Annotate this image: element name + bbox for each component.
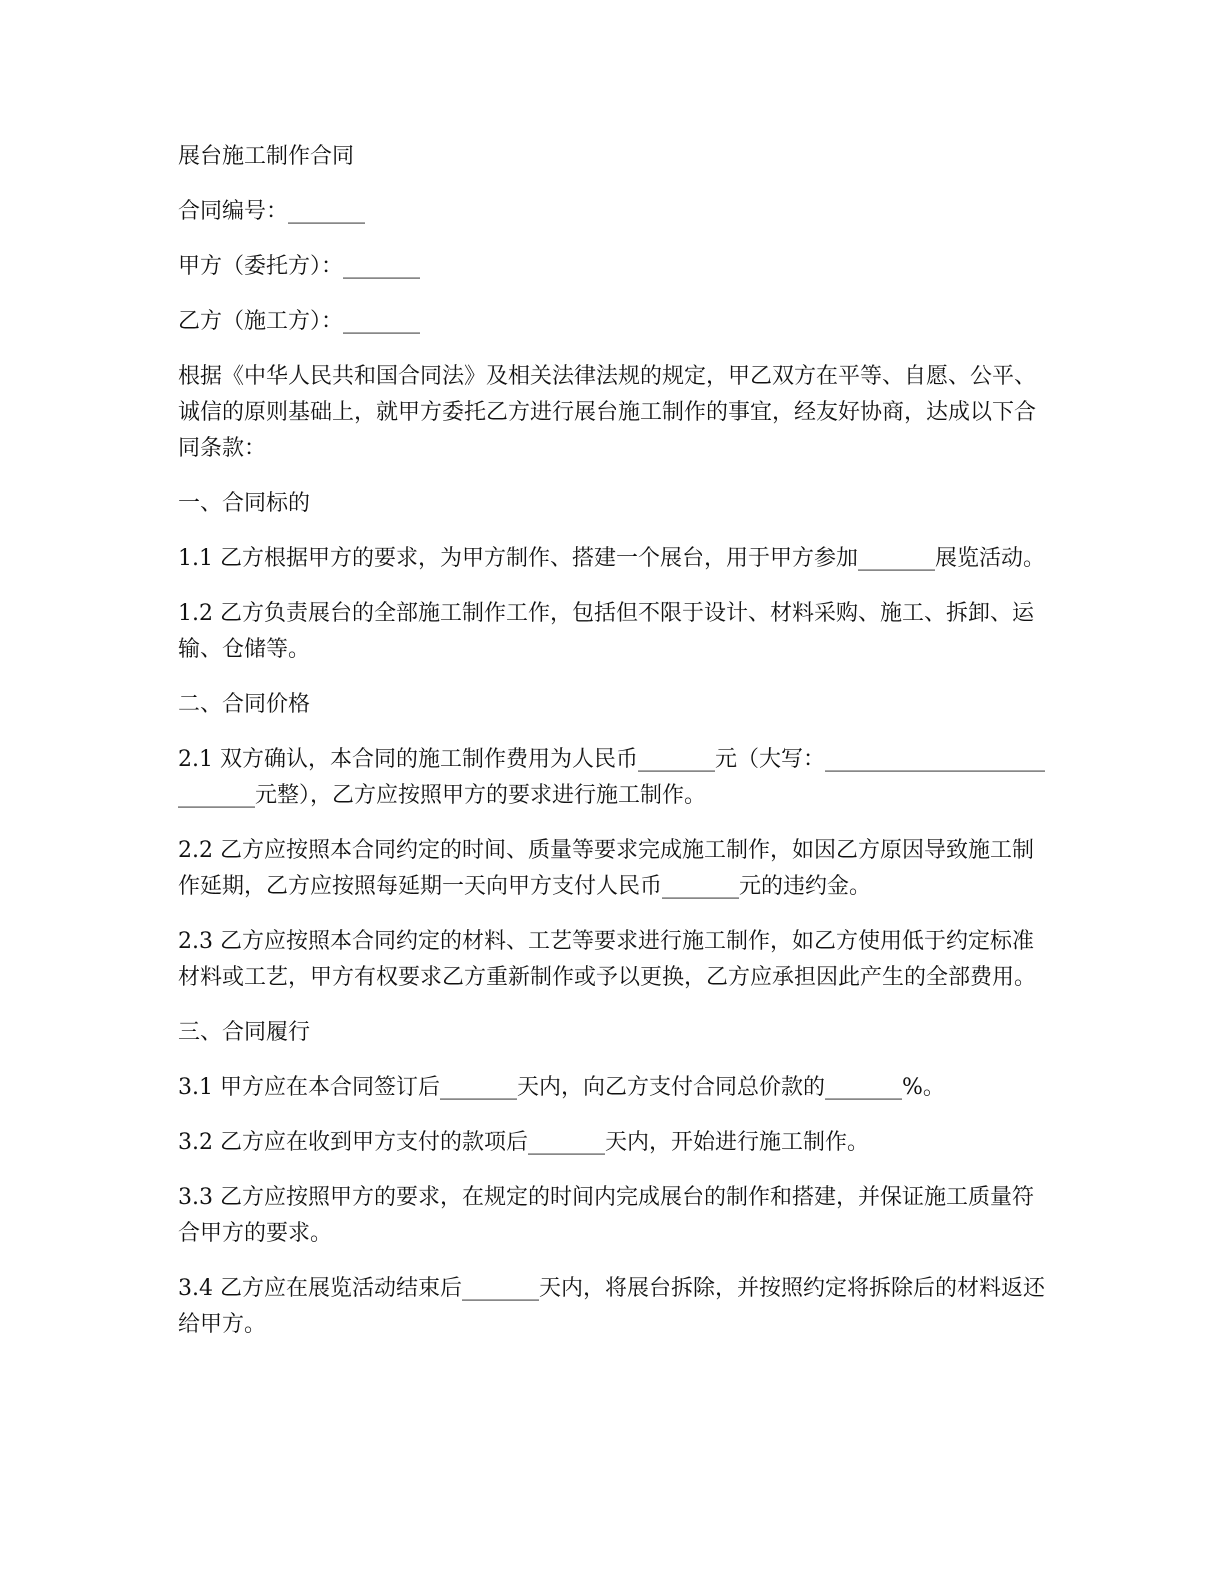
- section-heading: 三、合同履行: [178, 1020, 311, 1045]
- clause: 1.2 乙方负责展台的全部施工制作工作，包括但不限于设计、材料采购、施工、拆卸、运输、仓储等。: [178, 601, 1034, 662]
- clause: 3.3 乙方应按照甲方的要求，在规定的时间内完成展台的制作和搭建，并保证施工质量符合甲方的要求。: [178, 1185, 1034, 1246]
- document-title: 展台施工制作合同: [178, 144, 355, 169]
- clause: 1.1 乙方根据甲方的要求，为甲方制作、搭建一个展台，用于甲方参加_______展览活动。: [178, 546, 1045, 571]
- section-heading: 一、合同标的: [178, 491, 311, 516]
- clause: 2.1 双方确认，本合同的施工制作费用为人民币_______元（大写：___________________________元整），乙方应按照甲方的要求进行施工制作。: [178, 747, 1045, 808]
- clause: 2.2 乙方应按照本合同约定的时间、质量等要求完成施工制作，如因乙方原因导致施工制作延期，乙方应按照每延期一天向甲方支付人民币_______元的违约金。: [178, 838, 1034, 899]
- section-heading: 二、合同价格: [178, 692, 311, 717]
- party-a: 甲方（委托方）：_______: [178, 254, 421, 279]
- party-b: 乙方（施工方）：_______: [178, 309, 421, 334]
- clause: 3.2 乙方应在收到甲方支付的款项后_______天内，开始进行施工制作。: [178, 1130, 869, 1155]
- clause: 3.1 甲方应在本合同签订后_______天内，向乙方支付合同总价款的_______%。: [178, 1075, 945, 1100]
- clause: 2.3 乙方应按照本合同约定的材料、工艺等要求进行施工制作，如乙方使用低于约定标准材料或工艺，甲方有权要求乙方重新制作或予以更换，乙方应承担因此产生的全部费用。: [178, 929, 1037, 990]
- contract-number: 合同编号：_______: [178, 199, 366, 224]
- preamble: 根据《中华人民共和国合同法》及相关法律法规的规定，甲乙双方在平等、自愿、公平、诚信的原则基础上，就甲方委托乙方进行展台施工制作的事宜，经友好协商，达成以下合同条款：: [178, 364, 1037, 461]
- contract-page: [178, 139, 1048, 1362]
- clause: 3.4 乙方应在展览活动结束后_______天内，将展台拆除，并按照约定将拆除后的材料返还给甲方。: [178, 1276, 1045, 1337]
